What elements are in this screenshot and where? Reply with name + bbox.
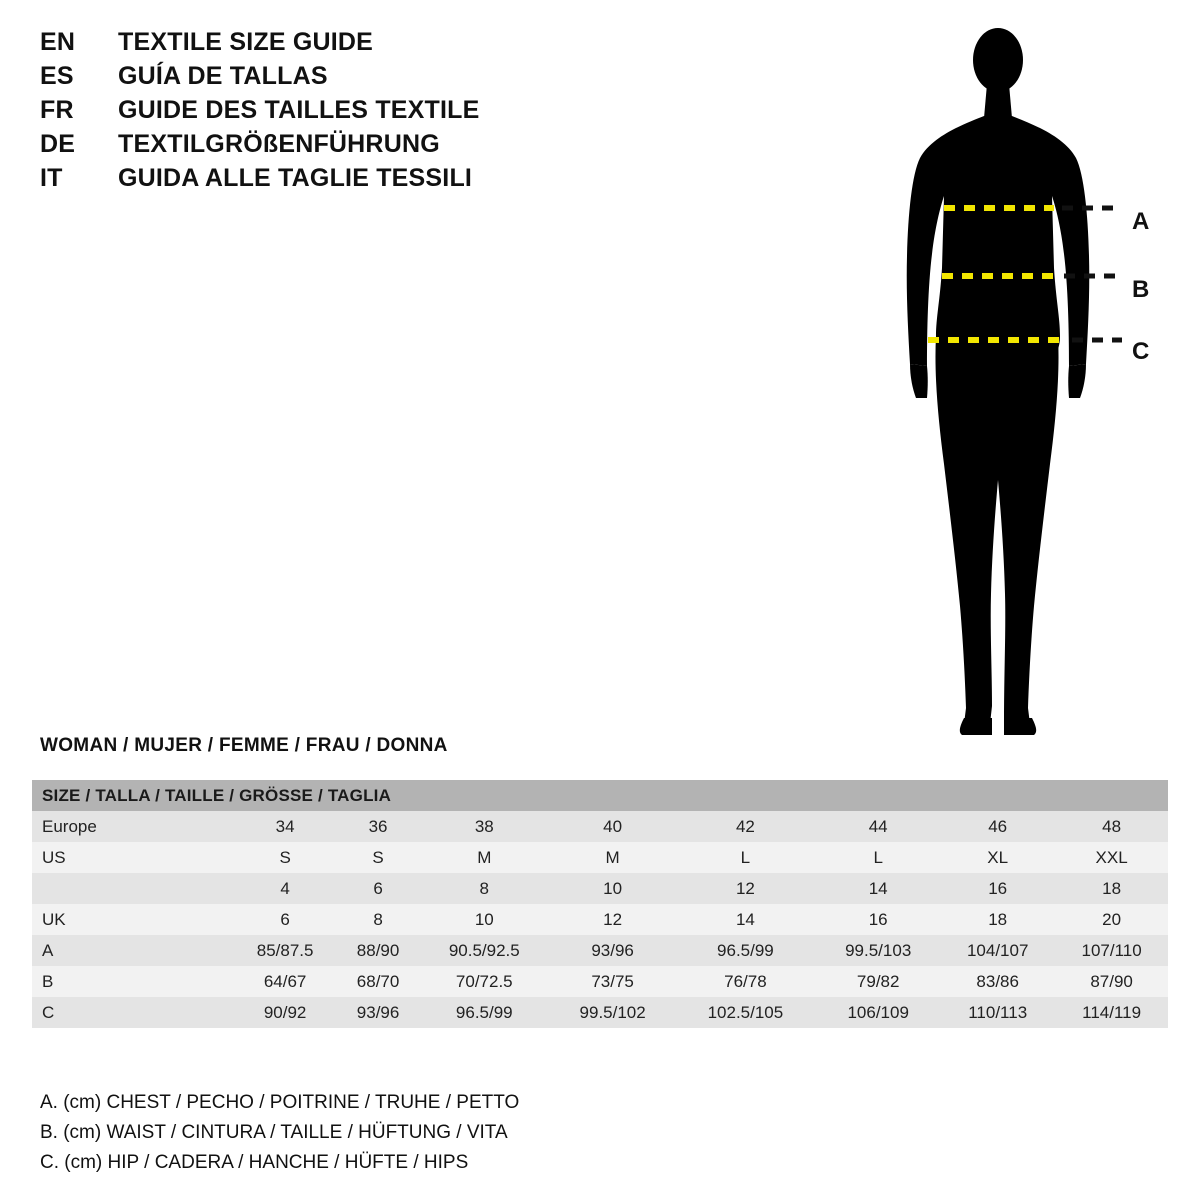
cell-europe-7: 48 <box>1055 811 1168 842</box>
size-table <box>32 780 1168 1028</box>
measurement-legend <box>40 1088 740 1178</box>
language-code-en: EN <box>40 28 76 56</box>
cell-b-3: 73/75 <box>551 966 675 997</box>
language-code-fr: FR <box>40 96 74 124</box>
table-row <box>32 873 1168 904</box>
cell-us-1: S <box>338 842 418 873</box>
cell-b-4: 76/78 <box>675 966 817 997</box>
row-label-europe: Europe <box>32 811 232 842</box>
cell-europe-6: 46 <box>940 811 1055 842</box>
language-title-en: TEXTILE SIZE GUIDE <box>118 28 374 56</box>
table-header-row <box>32 780 1168 811</box>
cell-uk-3: 12 <box>551 904 675 935</box>
cell-uk-0: 6 <box>232 904 338 935</box>
cell-a-3: 93/96 <box>551 935 675 966</box>
cell-usnum-7: 18 <box>1055 873 1168 904</box>
cell-us-3: M <box>551 842 675 873</box>
cell-c-3: 99.5/102 <box>551 997 675 1028</box>
cell-us-0: S <box>232 842 338 873</box>
size-table-header-label: SIZE / TALLA / TAILLE / GRÖSSE / TAGLIA <box>32 780 1168 811</box>
cell-c-0: 90/92 <box>232 997 338 1028</box>
cell-c-5: 106/109 <box>816 997 940 1028</box>
language-row-es <box>40 62 680 96</box>
cell-a-6: 104/107 <box>940 935 1055 966</box>
size-table-head <box>32 780 1168 811</box>
table-row <box>32 842 1168 873</box>
cell-uk-2: 10 <box>418 904 551 935</box>
cell-us-7: XXL <box>1055 842 1168 873</box>
cell-c-1: 93/96 <box>338 997 418 1028</box>
cell-usnum-5: 14 <box>816 873 940 904</box>
cell-a-2: 90.5/92.5 <box>418 935 551 966</box>
cell-uk-5: 16 <box>816 904 940 935</box>
cell-usnum-6: 16 <box>940 873 1055 904</box>
cell-a-4: 96.5/99 <box>675 935 817 966</box>
row-label-uk: UK <box>32 904 232 935</box>
language-row-it <box>40 164 680 198</box>
table-row <box>32 966 1168 997</box>
cell-uk-6: 18 <box>940 904 1055 935</box>
cell-uk-1: 8 <box>338 904 418 935</box>
female-silhouette-figure <box>880 18 1180 738</box>
language-code-de: DE <box>40 130 76 158</box>
cell-b-7: 87/90 <box>1055 966 1168 997</box>
language-header-block <box>40 28 680 198</box>
row-label-us-numeric <box>32 873 232 904</box>
language-title-es: GUÍA DE TALLAS <box>118 62 328 90</box>
row-label-c: C <box>32 997 232 1028</box>
table-row <box>32 997 1168 1028</box>
language-title-it: GUIDA ALLE TAGLIE TESSILI <box>118 164 473 192</box>
table-row <box>32 935 1168 966</box>
language-code-it: IT <box>40 164 63 192</box>
cell-b-0: 64/67 <box>232 966 338 997</box>
cell-b-6: 83/86 <box>940 966 1055 997</box>
cell-us-6: XL <box>940 842 1055 873</box>
size-table-body <box>32 811 1168 1028</box>
cell-uk-4: 14 <box>675 904 817 935</box>
language-code-es: ES <box>40 62 74 90</box>
legend-line-b: B. (cm) WAIST / CINTURA / TAILLE / HÜFTUNG / VITA <box>40 1122 508 1143</box>
cell-europe-1: 36 <box>338 811 418 842</box>
cell-c-4: 102.5/105 <box>675 997 817 1028</box>
cell-usnum-1: 6 <box>338 873 418 904</box>
table-section-title: WOMAN / MUJER / FEMME / FRAU / DONNA <box>40 735 448 756</box>
cell-b-2: 70/72.5 <box>418 966 551 997</box>
language-title-fr: GUIDE DES TAILLES TEXTILE <box>118 96 480 124</box>
measure-label-a: A <box>1132 208 1150 235</box>
table-row <box>32 904 1168 935</box>
row-label-a: A <box>32 935 232 966</box>
cell-us-4: L <box>675 842 817 873</box>
language-title-de: TEXTILGRÖßENFÜHRUNG <box>118 130 440 158</box>
language-row-fr <box>40 96 680 130</box>
cell-us-2: M <box>418 842 551 873</box>
measure-label-b: B <box>1132 276 1150 303</box>
cell-c-6: 110/113 <box>940 997 1055 1028</box>
language-row-de <box>40 130 680 164</box>
cell-b-5: 79/82 <box>816 966 940 997</box>
cell-usnum-0: 4 <box>232 873 338 904</box>
cell-us-5: L <box>816 842 940 873</box>
measure-label-c: C <box>1132 338 1150 365</box>
cell-a-1: 88/90 <box>338 935 418 966</box>
cell-a-5: 99.5/103 <box>816 935 940 966</box>
cell-b-1: 68/70 <box>338 966 418 997</box>
cell-usnum-3: 10 <box>551 873 675 904</box>
cell-c-2: 96.5/99 <box>418 997 551 1028</box>
cell-uk-7: 20 <box>1055 904 1168 935</box>
cell-europe-0: 34 <box>232 811 338 842</box>
cell-a-7: 107/110 <box>1055 935 1168 966</box>
cell-c-7: 114/119 <box>1055 997 1168 1028</box>
cell-usnum-4: 12 <box>675 873 817 904</box>
language-row-en <box>40 28 680 62</box>
cell-europe-4: 42 <box>675 811 817 842</box>
cell-usnum-2: 8 <box>418 873 551 904</box>
legend-line-c: C. (cm) HIP / CADERA / HANCHE / HÜFTE / HIPS <box>40 1152 469 1173</box>
row-label-b: B <box>32 966 232 997</box>
row-label-us: US <box>32 842 232 873</box>
cell-a-0: 85/87.5 <box>232 935 338 966</box>
cell-europe-3: 40 <box>551 811 675 842</box>
cell-europe-5: 44 <box>816 811 940 842</box>
cell-europe-2: 38 <box>418 811 551 842</box>
legend-line-a: A. (cm) CHEST / PECHO / POITRINE / TRUHE / PETTO <box>40 1092 520 1113</box>
silhouette-icon <box>880 18 1180 738</box>
table-row <box>32 811 1168 842</box>
